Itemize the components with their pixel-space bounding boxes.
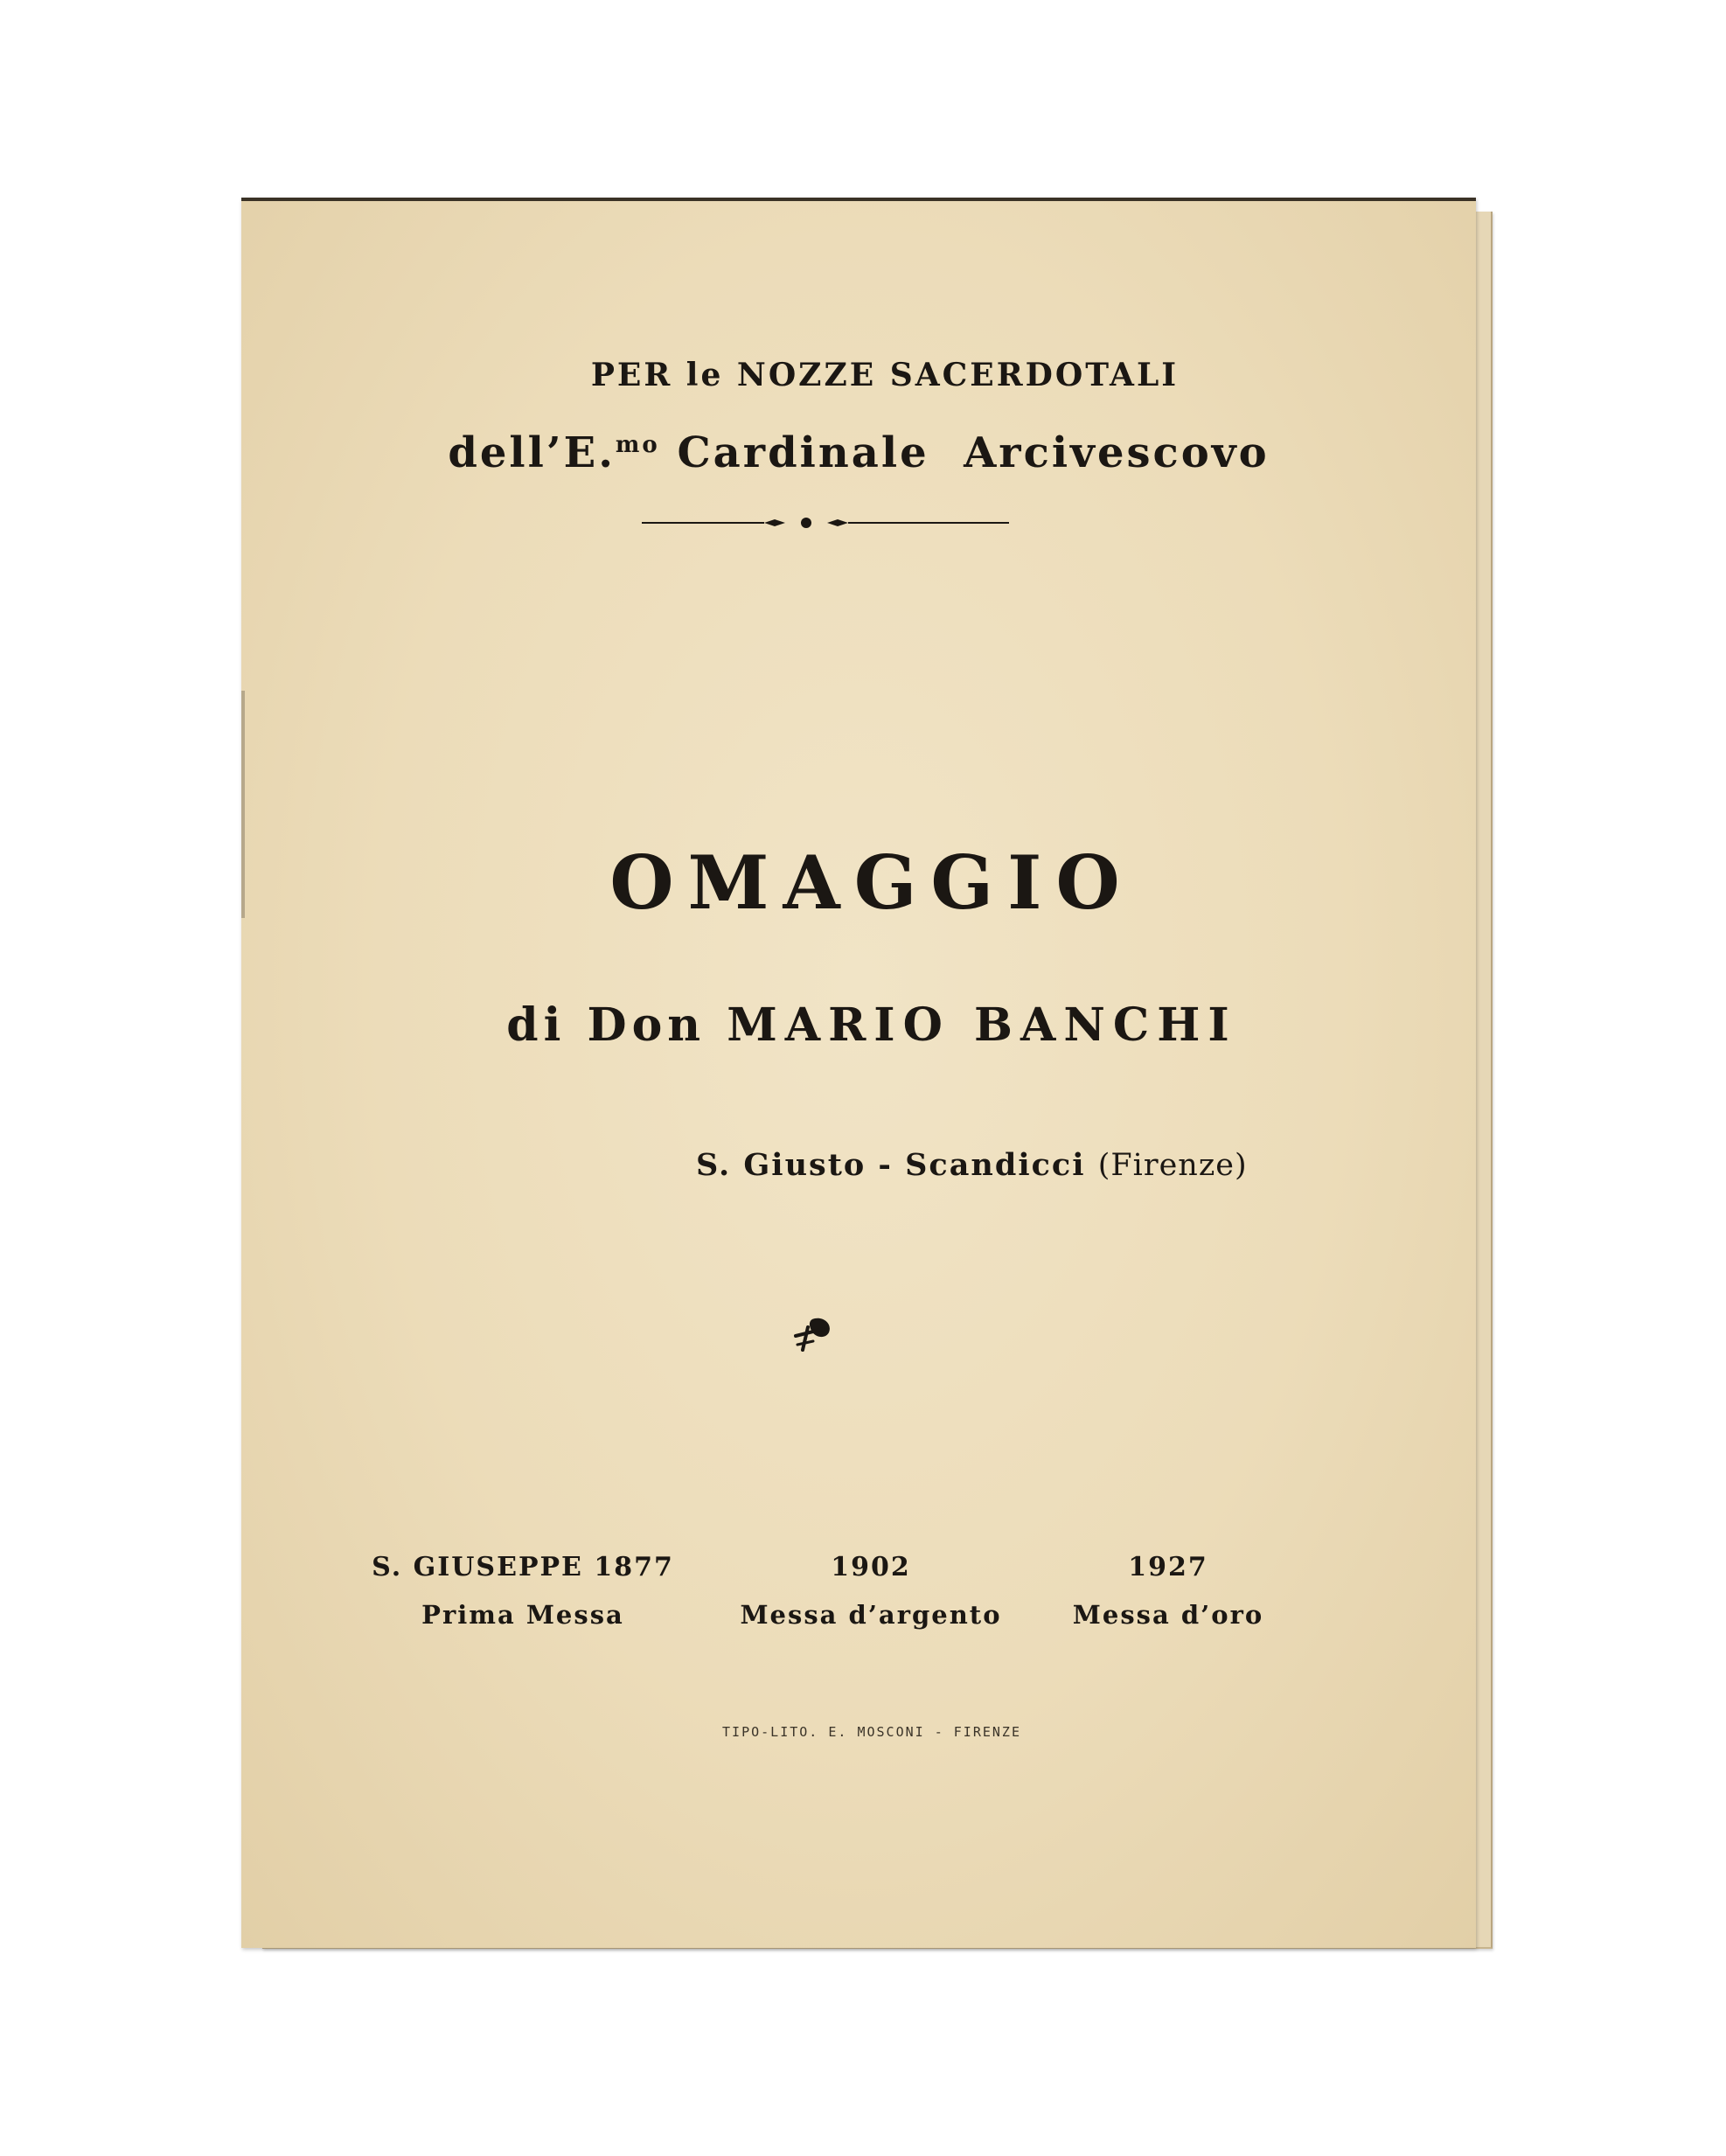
date-column-top: 1927	[1128, 1552, 1208, 1582]
place-line	[696, 1147, 1248, 1183]
header-line-2-suffix: Cardinale Arcivescovo	[659, 428, 1270, 477]
printer-imprint: TIPO-LITO. E. MOSCONI - FIRENZE	[722, 1724, 1021, 1740]
main-title: OMAGGIO	[609, 839, 1134, 926]
date-column-top: 1902	[831, 1552, 911, 1582]
date-column-bottom: Prima Messa	[421, 1600, 624, 1630]
date-column-bottom: Messa d’argento	[740, 1600, 1002, 1630]
header-line-2-prefix: dell’E.	[448, 428, 616, 477]
header-line-2-superscript: mo	[615, 432, 660, 458]
header-line-1: PER le NOZZE SACERDOTALI	[590, 357, 1180, 393]
author-line	[241, 998, 1476, 1052]
author-prefix: di Don	[506, 998, 727, 1052]
date-column-bottom: Messa d’oro	[1072, 1600, 1264, 1630]
date-column-top: S. GIUSEPPE 1877	[372, 1552, 674, 1582]
ink-mark-icon	[789, 1310, 841, 1362]
header-line-2	[241, 428, 1476, 477]
date-column-silver-mass	[713, 1552, 1028, 1630]
ornament-divider	[642, 514, 1009, 532]
booklet-cover	[241, 198, 1476, 1948]
date-column-golden-mass	[1037, 1552, 1299, 1630]
place-region: (Firenze)	[1097, 1148, 1248, 1183]
author-name: MARIO BANCHI	[727, 998, 1237, 1052]
date-column-first-mass	[348, 1552, 698, 1630]
place-name: S. Giusto - Scandicci	[696, 1147, 1098, 1183]
